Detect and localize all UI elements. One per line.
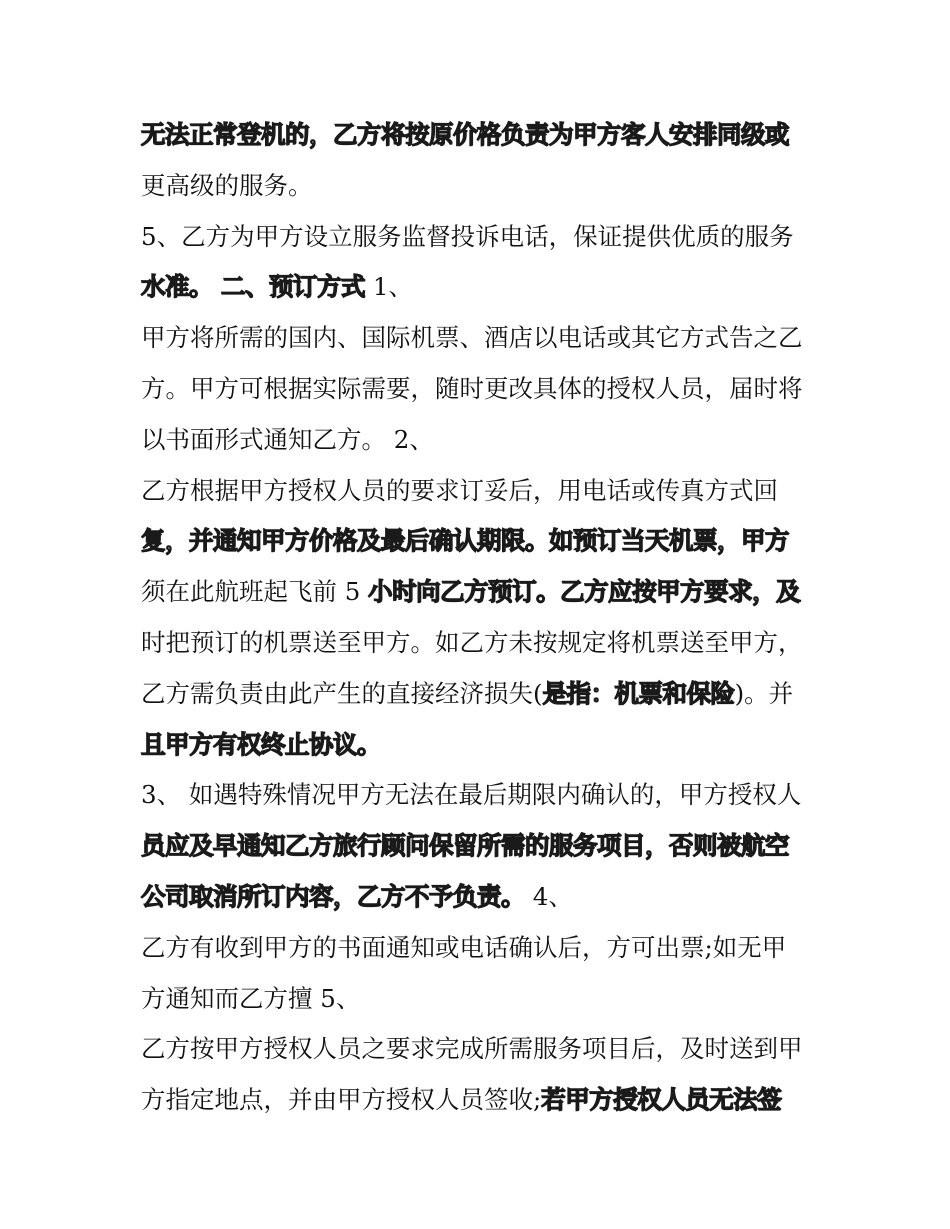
text-segment: 须在此航班起飞前 5 (141, 577, 369, 607)
text-segment: 5、乙方为甲方设立服务监督投诉电话，保证提供优质的服务 (141, 221, 794, 251)
text-segment: 方。甲方可根据实际需要，随时更改具体的授权人员，届时将 (141, 373, 803, 403)
document-line (141, 1024, 821, 1075)
document-line (141, 567, 821, 618)
text-segment: 乙方根据甲方授权人员的要求订妥后，用电话或传真方式回 (141, 475, 778, 505)
outlined-text-segment: 公司取消所订内容，乙方不予负责。 (141, 881, 525, 911)
document-line (141, 161, 821, 212)
text-segment: 乙方需负责由此产生的直接经济损失( (141, 678, 543, 708)
text-segment: 乙方按甲方授权人员之要求完成所需服务项目后，及时送到甲 (141, 1034, 803, 1064)
text-segment: 时把预订的机票送至甲方。如乙方未按规定将机票送至甲方， (141, 627, 803, 657)
document-line (141, 770, 821, 821)
outlined-text-segment: 且甲方有权终止协议。 (141, 729, 381, 759)
outlined-text-segment: 水准。 二、预订方式 (141, 272, 366, 302)
document-line (141, 618, 821, 669)
outlined-text-segment: 是指：机票和保险 (542, 678, 735, 708)
document-line (141, 821, 821, 872)
document-line (141, 415, 821, 466)
document-line (141, 720, 821, 771)
document-line (141, 110, 821, 161)
outlined-text-segment: 复，并通知甲方价格及最后确认期限。如预订当天机票，甲方 (141, 526, 789, 556)
outlined-text-segment: 小时向乙方预订。乙方应按甲方要求，及 (368, 577, 801, 607)
document-line (141, 212, 821, 263)
text-segment: 1、 (365, 272, 413, 302)
text-segment: )。并 (734, 678, 794, 708)
text-segment: 乙方有收到甲方的书面通知或电话确认后，方可出票;如无甲 (141, 932, 787, 962)
document-line (141, 923, 821, 974)
document-line (141, 872, 821, 923)
text-segment: 方指定地点，并由甲方授权人员签收; (141, 1085, 542, 1115)
document-line (141, 313, 821, 364)
text-segment: 方通知而乙方擅 5、 (141, 983, 361, 1013)
text-segment: 4、 (525, 881, 573, 911)
document-line (141, 516, 821, 567)
text-segment: 3、 如遇特殊情况甲方无法在最后期限内确认的，甲方授权人 (141, 780, 802, 810)
document-line (141, 669, 821, 720)
document-line (141, 974, 821, 1025)
document-line (141, 1075, 821, 1126)
outlined-text-segment: 员应及早通知乙方旅行顾问保留所需的服务项目，否则被航空 (141, 831, 789, 861)
outlined-text-segment: 无法正常登机的，乙方将按原价格负责为甲方客人安排同级或 (141, 120, 789, 149)
outlined-text-segment: 若甲方授权人员无法签 (541, 1085, 782, 1115)
document-line (141, 262, 821, 313)
document-line (141, 466, 821, 517)
text-segment: 以书面形式通知乙方。 2、 (141, 424, 434, 454)
text-segment: 甲方将所需的国内、国际机票、酒店以电话或其它方式告之乙 (141, 323, 803, 353)
document-body (141, 110, 821, 1126)
document-line (141, 364, 821, 415)
text-segment: 更高级的服务。 (141, 170, 313, 200)
